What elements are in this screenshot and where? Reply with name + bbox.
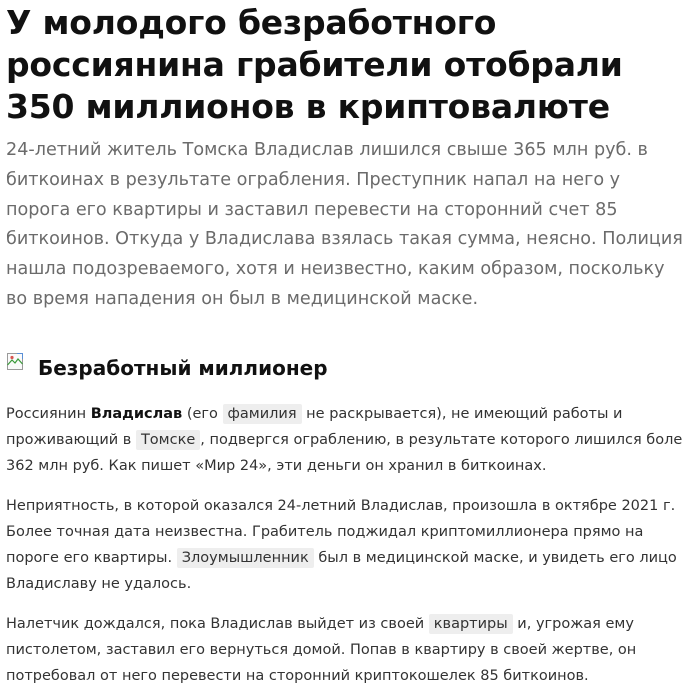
broken-image-icon: [6, 352, 26, 372]
article-headline: У молодого безработного россиянина грабители отобрали 350 миллионов в криптовалюте: [6, 3, 623, 126]
paragraph-1: [6, 401, 690, 479]
p1-text-2: (его: [182, 405, 223, 422]
p3-text-1: Налетчик дождался, пока Владислав выйдет из своей: [6, 615, 429, 632]
p1-text-4: , подвергся ограблению, в результате которого лишился боле 362 млн руб. Как пишет «Мир 24», эти деньги он хранил в биткоинах.: [6, 431, 683, 474]
paragraph-2: [6, 493, 690, 597]
p3-text-2: и, угрожая ему пистолетом, заставил его вернуться домой. Попав в квартиру в своей жертве, он потребовал от него перевести на сторонний криптокошелек 85 биткоинов.: [6, 615, 637, 684]
article-lead: 24-летний житель Томска Владислав лишился свыше 365 млн руб. в биткоинах в результате ограбления. Преступник напал на него у порога его квартиры и заставил перевести на сторонний счет 85 биткоинов. Откуда у Владислава взялась такая сумма, неясно. Полиция нашла подозреваемого, хотя и неизвестно, каким образом, поскольку во время нападения он был в медицинской маске.: [6, 140, 683, 309]
paragraph-3: [6, 611, 690, 689]
section-title: Безработный миллионер: [38, 355, 328, 380]
p1-name: Владислав: [90, 405, 183, 422]
p1-text-3: не раскрывается), не имеющий работы и проживающий в: [6, 405, 623, 448]
link-zloumyshlennik[interactable]: Злоумышленник: [177, 548, 314, 568]
p2-text-1: Неприятность, в которой оказался 24-летний Владислав, произошла в октябре 2021 г. Более точная дата неизвестна. Грабитель поджидал криптомиллионера прямо на пороге его квартиры.: [6, 497, 676, 566]
p1-text-1: Россиянин: [6, 405, 91, 422]
article: [6, 0, 690, 689]
link-tomsk[interactable]: Томске: [136, 430, 200, 450]
link-familiya[interactable]: фамилия: [223, 404, 302, 424]
p2-text-2: был в медицинской маске, и увидеть его лицо Владиславу не удалось.: [6, 549, 677, 592]
section-header: [6, 351, 690, 385]
link-kvartiry[interactable]: квартиры: [429, 614, 513, 634]
